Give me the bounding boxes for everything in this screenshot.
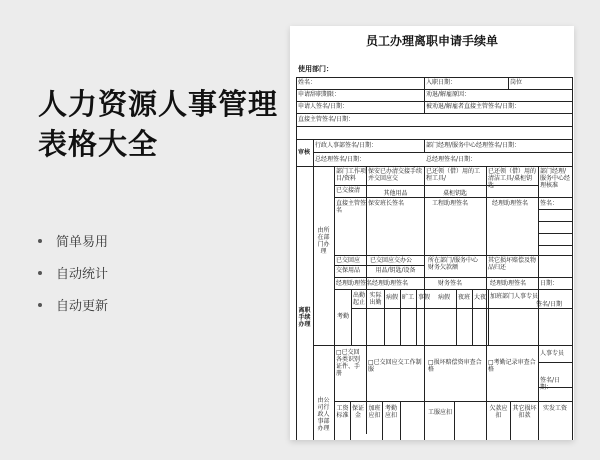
table-line [508,77,509,89]
table-line [424,101,425,113]
direct-supervisor-cell: 直接主管签名 [336,200,367,214]
table-line [334,277,572,278]
returned-work-cell: □已交回应交工作制服 [368,359,422,373]
table-line [538,387,572,388]
att-cell: 病假 [385,294,398,301]
pay-cell: 考勤应扣 [384,405,397,419]
table-line [538,221,572,222]
position-label: 岗位 [510,79,523,86]
work-cert-cell: □已交回各类识别证件、手册 [336,349,361,377]
table-line [424,89,425,101]
table-line [538,401,539,440]
table-line [334,255,572,256]
bullet-icon [38,303,42,307]
table-line [488,289,489,345]
cleaning-tools-cell: 已还领（借）用的清洁工具/桌柜钥匙 [488,168,537,189]
pay-cell: 实发工资 [542,405,567,412]
pay-cell: 欠款应扣 [489,405,508,419]
mgr-assistant-sign-cell: 经理助理签名 [336,280,373,287]
finance-sign-cell: 财务签名 [438,280,463,287]
table-line [510,401,511,440]
misc-items-cell: 其他用品 [383,190,408,197]
table-line [572,77,573,440]
table-line [334,265,424,266]
dept-manager-cell: 部门经理/服务中心经理核准 [540,168,571,189]
feature-list [38,232,108,328]
table-line [454,401,455,440]
att-cell: 加班 [490,293,503,300]
pay-cell: 工服应扣 [427,409,452,416]
table-line [334,197,572,198]
table-line [334,401,572,402]
sign-date-cell-2: 签名/日期： [540,377,561,391]
promo-panel [0,0,290,460]
table-line [334,185,538,186]
form-preview [290,26,574,440]
pay-cell: 工资标准 [336,405,349,419]
table-line [424,77,425,89]
work-items-cell: 部门工作项目/资料 [336,168,367,182]
table-line [296,166,572,167]
manager-assistant-cell: 经理助理签名 [492,200,529,207]
supplies-cell: 用品/钥匙/设备 [375,267,416,274]
damage-comp-cell: □损坏赔偿资审查合格 [428,359,482,373]
admin-handle-label: 由公司行政人事部办理 [317,397,330,432]
feature-label: 自动统计 [56,267,109,282]
table-line [538,245,572,246]
table-line [424,345,425,440]
table-line [313,152,572,153]
pay-cell: 其它损坏扣款 [512,405,537,419]
dept-service-cell: 所在部门/服务中心财务欠款额 [428,257,479,271]
table-line [538,362,572,363]
dismiss-supervisor-label: 被劝退/解雇者直接主管签名/日期： [426,103,521,110]
table-line [424,139,425,152]
att-cell: 出勤起止 [352,292,365,306]
att-cell: 事假 [417,294,430,301]
table-line [486,345,487,440]
table-line [313,139,314,440]
name-label: 姓名： [298,79,317,86]
pay-cell: 加班应扣 [368,405,381,419]
review-label: 审核 [298,149,311,156]
att-cell: 夜班 [457,294,470,301]
supervisor-sign-label: 直接主管签名/日期： [298,116,355,123]
department-label: 使用部门： [298,64,333,73]
assistant-sign-cell-2: 经理助理签名 [372,280,409,287]
table-line [296,101,572,102]
affiliated-cell: 交保用品 [336,267,361,274]
table-line [334,289,572,290]
att-cell: 大夜 [473,294,486,301]
gm-sign-label-2: 总经理签名/日期： [426,156,477,163]
sign-cell: 签名： [540,200,559,207]
date-cell: 日期： [540,280,559,287]
dept-handle-label: 由所在部门办理 [317,227,330,255]
form-title: 员工办理离职申请手续单 [365,34,498,48]
keys-handover-cell: 保安已办清交接手续并交回应交 [368,168,423,182]
assess-record-cell: □考勤记录审查合格 [488,359,536,373]
feature-item [38,232,108,264]
table-line [296,113,572,114]
admin-hr-sign-label: 行政人事部签名/日期： [315,142,378,149]
att-cell: 实际出勤 [369,292,382,306]
gm-sign-label: 总经理签名/日期： [315,156,366,163]
feature-label: 简单易用 [56,235,109,250]
table-line [538,233,572,234]
bullet-icon [38,239,42,243]
hr-officer-sign-cell: 部门人事专员 [502,293,539,300]
att-cell: 病假 [437,294,450,301]
dept-manager-sign-label: 部门经理/服务中心经理签名/日期： [426,142,521,149]
applicant-sign-label: 申请人签名/日期： [298,103,349,110]
eng-assistant-cell: 工程助理签名 [432,200,469,207]
hire-date-label: 入职日期： [426,79,457,86]
table-line [313,345,572,346]
tools-return-cell: 已还领（借）用的工程工具/ [426,168,481,182]
table-line [296,139,572,140]
table-line [400,401,401,440]
table-line [538,345,539,401]
table-line [296,126,572,127]
assistant-sign-cell-3: 经理助理签名 [490,280,527,287]
resign-date-label: 申请辞职期限： [298,91,341,98]
bullet-icon [38,271,42,275]
attendance-label: 考勤 [336,313,349,320]
security-head-cell: 保安班长签名 [368,200,405,207]
handed-over-cell: 已交接清 [336,187,361,194]
sign-date-cell: 签名/日期 [536,301,563,308]
table-line [538,209,572,210]
procedure-label: 离职手续办理 [298,307,311,328]
table-line [296,77,572,78]
returned-items-cell: 已交回应交办公 [370,257,413,264]
feature-item [38,264,108,296]
table-line [366,166,367,434]
resignation-form-table [296,77,572,440]
promo-title: 人力资源人事管理表格大全 [38,87,279,161]
att-cell: 旷工 [401,294,414,301]
table-line [334,166,335,440]
table-line [296,77,297,440]
pay-cell: 保证金 [351,405,364,419]
desk-key-cell: 桌柜钥匙 [442,190,467,197]
feature-label: 自动更新 [56,299,109,314]
other-compensation-cell: 其它损坏赔偿及物品归还 [488,257,537,271]
reason-label: 劝退/解雇原因： [426,91,471,98]
feature-item [38,296,108,328]
table-line [296,89,572,90]
returned-cell: 已交回应 [336,257,361,264]
hr-specialist-cell: 人事专员 [540,350,565,357]
